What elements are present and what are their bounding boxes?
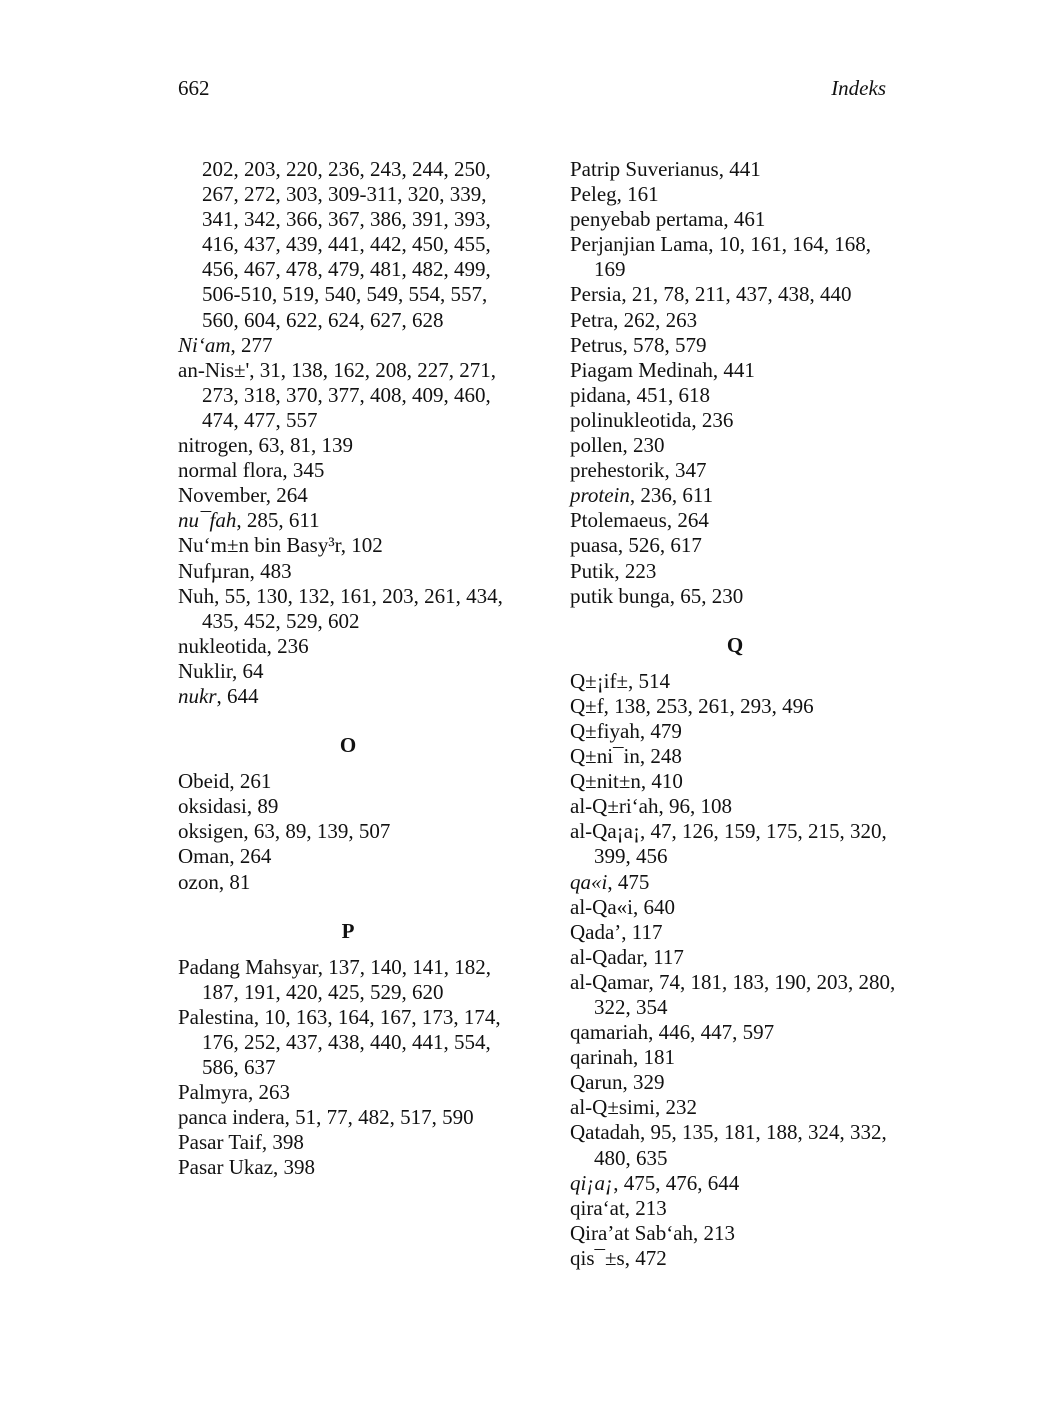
index-entry [570, 1045, 900, 1070]
index-term: Peleg, 161 [570, 182, 659, 207]
index-column-right [570, 157, 900, 1271]
index-term: Patrip Suverianus, 441 [570, 157, 761, 181]
index-entry [570, 157, 900, 182]
index-entry [178, 1080, 518, 1105]
index-term: qis¯±s, 472 [570, 1245, 667, 1270]
index-term: Nu‘m±n bin Basy³r, 102 [178, 533, 383, 558]
index-entry [570, 358, 900, 383]
index-entry [178, 533, 518, 558]
index-pages: , 475 [607, 869, 650, 894]
index-letter-heading: P [341, 918, 355, 943]
index-entry [570, 1120, 900, 1170]
index-entry [570, 232, 900, 282]
index-term: Persia, 21, 78, 211, 437, 438, 440 [570, 282, 852, 307]
index-pages: , 475, 476, 644 [613, 1170, 740, 1195]
index-entry [178, 508, 518, 533]
index-term: prehestorik, 347 [570, 458, 707, 483]
index-entry [570, 1246, 900, 1271]
index-term: Pasar Ukaz, 398 [178, 1155, 316, 1180]
index-entry [570, 920, 900, 945]
index-entry [178, 559, 518, 584]
index-term: Padang Mahsyar, 137, 140, 141, 182, 187, 191, 420, 425, 529, 620 [178, 954, 491, 1004]
index-entry [178, 659, 518, 684]
index-term: al-Qadar, 117 [570, 944, 684, 969]
index-entry [570, 559, 900, 584]
index-entry [570, 1070, 900, 1095]
index-term: Petra, 262, 263 [570, 307, 698, 332]
index-term: Nuh, 55, 130, 132, 161, 203, 261, 434, 435, 452, 529, 602 [178, 583, 503, 633]
index-term: Petrus, 578, 579 [570, 332, 707, 357]
index-entry [570, 1095, 900, 1120]
index-entry [570, 282, 900, 307]
index-term: Putik, 223 [570, 558, 657, 583]
index-term: Q±¡if±, 514 [570, 668, 671, 693]
index-entry [570, 970, 900, 1020]
index-term: al-Qa¡a¡, 47, 126, 159, 175, 215, 320, 399, 456 [570, 819, 887, 869]
index-entry [570, 458, 900, 483]
section-title: Indeks [831, 76, 886, 100]
index-term: nukleotida, 236 [178, 633, 309, 658]
index-entry [178, 870, 518, 895]
index-entry [178, 819, 518, 844]
index-term: qa«i [570, 869, 608, 894]
index-entry [570, 769, 900, 794]
index-entry [570, 719, 900, 744]
index-term: puasa, 526, 617 [570, 533, 702, 558]
index-term: oksidasi, 89 [178, 794, 279, 819]
index-entry [178, 1130, 518, 1155]
index-entry [570, 794, 900, 819]
index-term: Qatadah, 95, 135, 181, 188, 324, 332, 480, 635 [570, 1120, 887, 1170]
index-term: November, 264 [178, 483, 308, 508]
index-term: Palmyra, 263 [178, 1080, 290, 1105]
index-term: oksigen, 63, 89, 139, 507 [178, 819, 391, 844]
index-term: Oman, 264 [178, 844, 272, 869]
index-column-left [178, 157, 518, 1181]
index-entry [178, 684, 518, 709]
index-entry [570, 819, 900, 869]
index-term: ozon, 81 [178, 869, 251, 894]
index-entry [570, 1020, 900, 1045]
index-entry [178, 955, 518, 1005]
index-entry [570, 1171, 900, 1196]
index-term: nukr [178, 683, 217, 708]
index-pages: , 277 [230, 332, 273, 357]
index-entry [178, 483, 518, 508]
index-term: Pasar Taif, 398 [178, 1130, 304, 1155]
index-entry [570, 694, 900, 719]
index-term: qira‘at, 213 [570, 1195, 667, 1220]
index-term: al-Q±ri‘ah, 96, 108 [570, 794, 732, 819]
index-term: penyebab pertama, 461 [570, 207, 766, 232]
index-term: pidana, 451, 618 [570, 382, 710, 407]
index-term: al-Qa«i, 640 [570, 894, 675, 919]
index-entry [178, 1005, 518, 1080]
index-entry [570, 333, 900, 358]
index-term: putik bunga, 65, 230 [570, 583, 744, 608]
index-term: al-Q±simi, 232 [570, 1095, 698, 1120]
index-term: Q±f, 138, 253, 261, 293, 496 [570, 693, 814, 718]
index-term: qamariah, 446, 447, 597 [570, 1020, 775, 1045]
index-entry [570, 1196, 900, 1221]
index-term: Piagam Medinah, 441 [570, 357, 755, 382]
index-entry [570, 483, 900, 508]
index-entry [570, 433, 900, 458]
index-entry [570, 584, 900, 609]
index-term: Q±ni¯in, 248 [570, 744, 682, 769]
index-entry [178, 769, 518, 794]
index-entry [178, 1105, 518, 1130]
index-entry [178, 844, 518, 869]
index-pages: , 236, 611 [629, 483, 714, 508]
index-letter-heading: Q [726, 632, 744, 657]
index-term: Q±nit±n, 410 [570, 769, 683, 794]
index-term: Perjanjian Lama, 10, 161, 164, 168, 169 [570, 232, 871, 282]
index-term: nitrogen, 63, 81, 139 [178, 433, 353, 458]
index-entry [570, 669, 900, 694]
index-entry [178, 584, 518, 634]
index-term: Obeid, 261 [178, 769, 272, 794]
index-pages: , 644 [216, 683, 259, 708]
index-term: protein [570, 483, 630, 508]
index-letter-heading: O [339, 733, 357, 758]
index-entry [570, 870, 900, 895]
index-entry [570, 182, 900, 207]
index-term: pollen, 230 [570, 433, 665, 458]
index-entry [178, 634, 518, 659]
index-entry [570, 945, 900, 970]
index-term: Nuklir, 64 [178, 658, 264, 683]
index-entry [570, 508, 900, 533]
index-term: an-Nis±', 31, 138, 162, 208, 227, 271, 273, 318, 370, 377, 408, 409, 460, 474, 477, 557 [178, 357, 497, 432]
index-term: qarinah, 181 [570, 1045, 675, 1070]
index-term: Ni‘am [178, 332, 231, 357]
index-entry [570, 383, 900, 408]
index-entry [178, 333, 518, 358]
index-entry [570, 408, 900, 433]
index-term: nu¯fah [178, 508, 237, 533]
index-entry [178, 794, 518, 819]
index-entry [178, 458, 518, 483]
index-term: Qarun, 329 [570, 1070, 665, 1095]
index-entry [178, 358, 518, 433]
index-entry [570, 1221, 900, 1246]
index-term: polinukleotida, 236 [570, 407, 734, 432]
index-term: al-Qamar, 74, 181, 183, 190, 203, 280, 322, 354 [570, 969, 896, 1019]
index-term: qi¡a¡ [570, 1170, 614, 1195]
index-term: Q±fiyah, 479 [570, 718, 682, 743]
index-entry [570, 207, 900, 232]
index-entry [178, 433, 518, 458]
index-pages: , 285, 611 [236, 508, 320, 533]
index-term: Palestina, 10, 163, 164, 167, 173, 174, 176, 252, 437, 438, 440, 441, 554, 586, 637 [178, 1004, 501, 1080]
index-entry [570, 533, 900, 558]
index-entry-continuation: 202, 203, 220, 236, 243, 244, 250, 267, 272, 303, 309-311, 320, 339, 341, 342, 366, 367, 386, 391, 393, 416, 437, 439, 441, 442, 450, 455, 456, 467, 478, 479, 481, 482, 499, 506-510, 519, 540, 549, 554, 557, 560, 604, 622, 624, 627, 628 [202, 157, 491, 332]
page-number: 662 [178, 76, 210, 100]
index-entry [570, 895, 900, 920]
index-entry [178, 1155, 518, 1180]
index-term: Nufµran, 483 [178, 558, 292, 583]
index-term: Ptolemaeus, 264 [570, 508, 709, 533]
index-entry [570, 744, 900, 769]
index-term: Qada’, 117 [570, 919, 663, 944]
index-term: normal flora, 345 [178, 458, 325, 483]
index-term: Qira’at Sab‘ah, 213 [570, 1220, 736, 1245]
index-entry [570, 308, 900, 333]
index-term: panca indera, 51, 77, 482, 517, 590 [178, 1105, 474, 1130]
